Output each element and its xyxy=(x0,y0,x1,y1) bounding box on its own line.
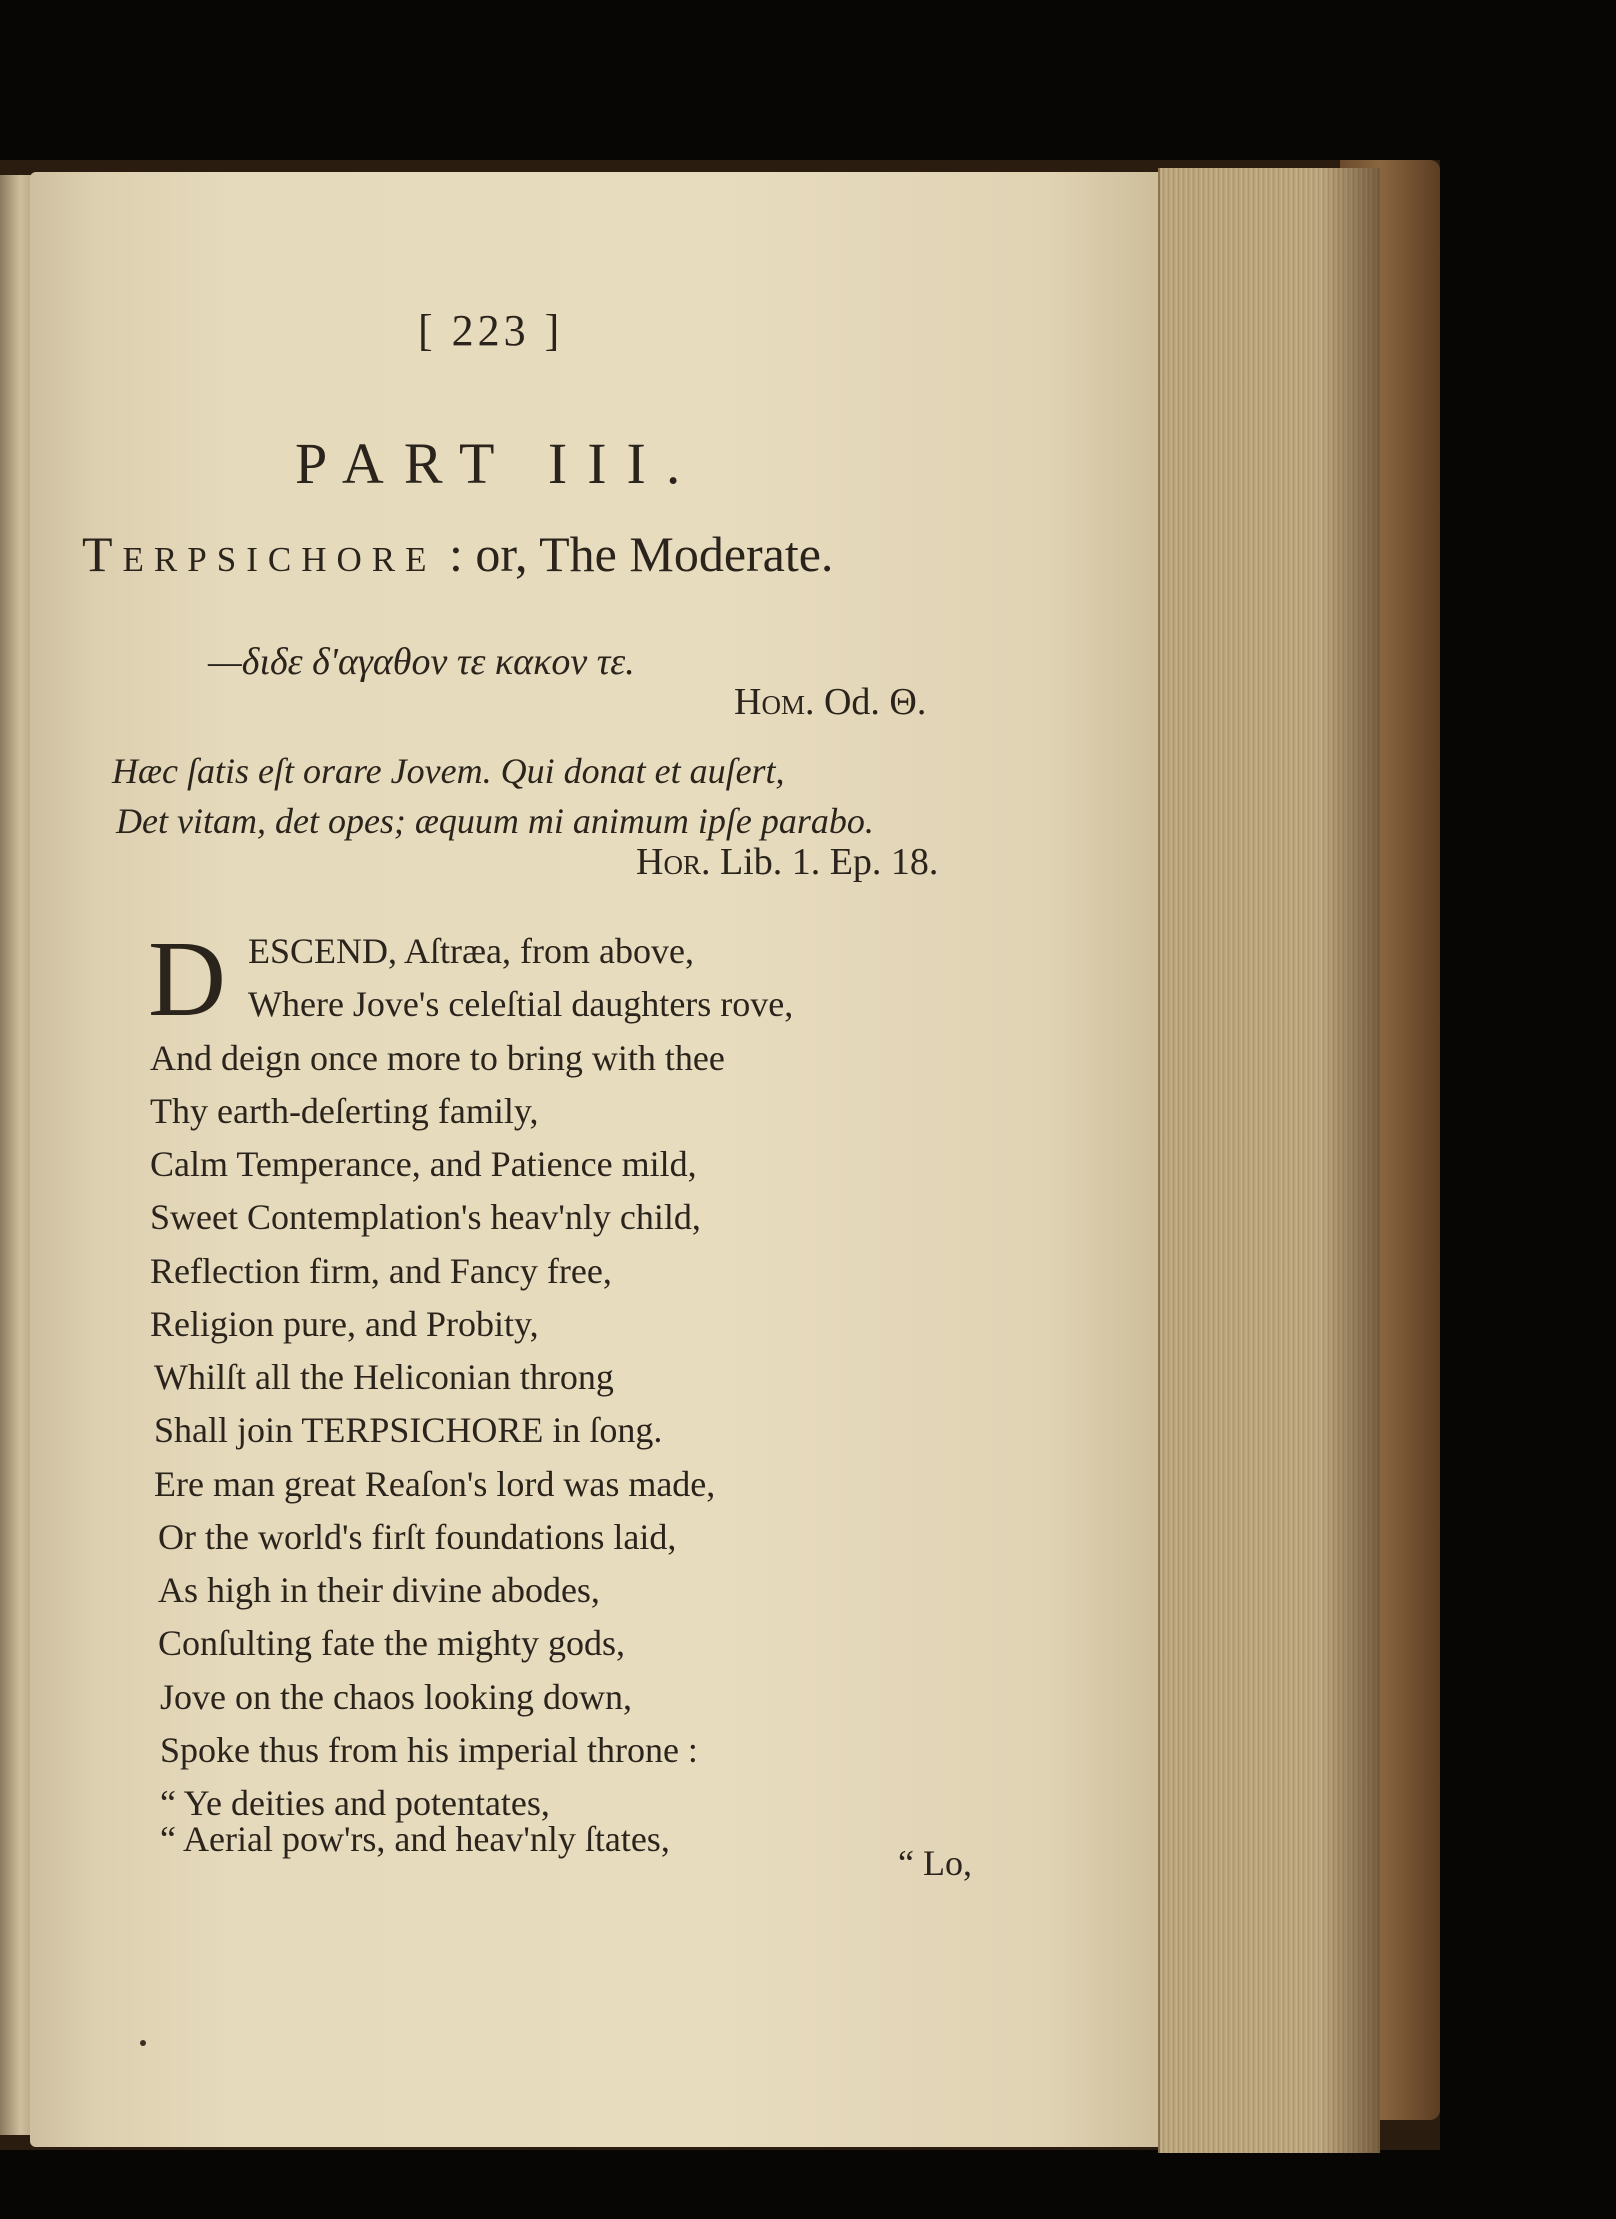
poem-line: And deign once more to bring with thee xyxy=(150,1038,725,1078)
poem-line: Religion pure, and Probity, xyxy=(150,1304,539,1344)
poem-line: Where Jove's celeſtial daughters rove, xyxy=(248,984,794,1024)
poem-line: Jove on the chaos looking down, xyxy=(160,1677,632,1717)
part-heading: PART III. xyxy=(295,431,701,496)
page-number: [ 223 ] xyxy=(418,306,564,355)
page-block-shade xyxy=(1320,168,1380,2153)
poem-line: ESCEND, Aſtræa, from above, xyxy=(248,931,694,971)
poem-line: Sweet Contemplation's heav'nly child, xyxy=(150,1197,701,1237)
poem-line: “ Aerial pow'rs, and heav'nly ſtates, xyxy=(160,1819,670,1859)
poem-line: Whilſt all the Heliconian throng xyxy=(154,1357,614,1397)
poem-line: Shall join TERPSICHORE in ſong. xyxy=(154,1410,663,1450)
poem-line: Thy earth-deſerting family, xyxy=(150,1091,539,1131)
horace-citation xyxy=(636,840,938,884)
poem-line: “ Ye deities and potentates, xyxy=(160,1783,550,1823)
homer-author: Hom. xyxy=(734,681,815,723)
homer-citation xyxy=(734,680,926,724)
poem-line: As high in their divine abodes, xyxy=(158,1570,600,1610)
latin-epigraph-line-1: Hæc ſatis eſt orare Jovem. Qui donat et auſert, xyxy=(112,751,785,791)
ink-speck xyxy=(140,2040,146,2046)
greek-epigraph: —διδε δ'αγαθον τε κακον τε. xyxy=(208,641,635,683)
horace-author: Hor. xyxy=(636,841,711,883)
facing-page-edge xyxy=(0,175,34,2135)
poem-line: Conſulting fate the mighty gods, xyxy=(158,1623,625,1663)
title-rest: : or, The Moderate. xyxy=(448,526,834,582)
muse-name: Terpsichore xyxy=(82,526,437,582)
latin-epigraph-line-2: Det vitam, det opes; æquum mi animum ipſe parabo. xyxy=(116,801,874,841)
poem-line: Or the world's firſt foundations laid, xyxy=(158,1517,677,1557)
drop-cap: D xyxy=(148,920,226,1039)
section-title xyxy=(82,525,833,583)
homer-reference: Od. Θ. xyxy=(823,681,927,723)
poem-line: Spoke thus from his imperial throne : xyxy=(160,1730,698,1770)
poem-line: Reflection firm, and Fancy free, xyxy=(150,1251,612,1291)
poem-line: Calm Temperance, and Patience mild, xyxy=(150,1144,697,1184)
horace-reference: Lib. 1. Ep. 18. xyxy=(719,841,939,883)
poem-line: Ere man great Reaſon's lord was made, xyxy=(154,1464,716,1504)
catchword: “ Lo, xyxy=(898,1843,972,1883)
